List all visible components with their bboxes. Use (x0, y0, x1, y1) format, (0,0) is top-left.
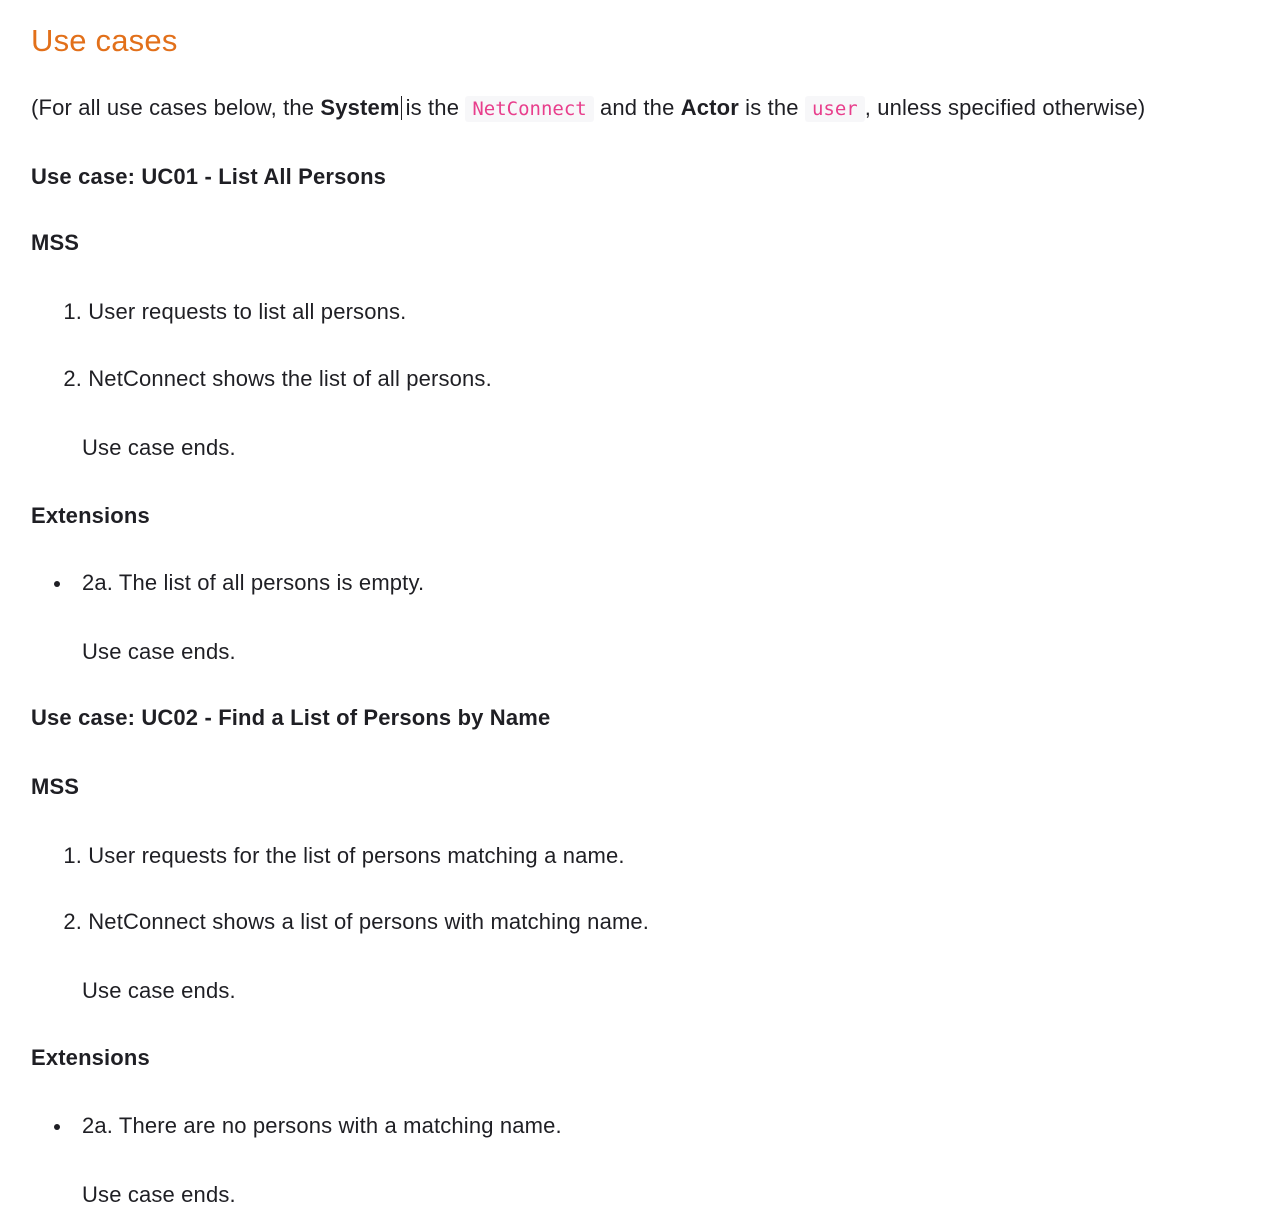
uc01-title: Use case: UC01 - List All Persons (31, 164, 387, 189)
step-text: User requests to list all persons. (88, 299, 407, 324)
uc01-mss-label: MSS (31, 230, 80, 255)
section-heading: Use cases (31, 23, 178, 58)
intro-paragraph (31, 93, 1145, 124)
step-number: 1. (63, 299, 82, 324)
uc02-mss-end: Use case ends. (82, 978, 236, 1003)
intro-prefix: (For all use cases below, the (31, 95, 321, 120)
step-text: User requests for the list of persons matching a name. (88, 843, 625, 868)
bullet-icon (54, 1124, 60, 1130)
uc02-step-2 (63, 907, 650, 937)
step-number: 2. (63, 366, 82, 391)
uc01-extension-1-end: Use case ends. (82, 639, 236, 664)
uc01-step-1 (63, 297, 407, 327)
uc01-step-2 (63, 364, 492, 394)
intro-mid3: is the (738, 95, 805, 120)
text-cursor (401, 96, 402, 120)
uc02-extension-1: 2a. There are no persons with a matching name. (82, 1113, 562, 1138)
uc02-extensions-label: Extensions (31, 1045, 150, 1070)
system-code: NetConnect (465, 96, 593, 122)
step-number: 2. (63, 909, 82, 934)
uc01-extensions-label: Extensions (31, 503, 150, 528)
step-text: NetConnect shows the list of all persons. (88, 366, 492, 391)
step-number: 1. (63, 843, 82, 868)
uc02-title: Use case: UC02 - Find a List of Persons by Name (31, 705, 551, 730)
uc02-mss-label: MSS (31, 774, 80, 799)
uc01-extension-1: 2a. The list of all persons is empty. (82, 570, 425, 595)
intro-suffix: , unless specified otherwise) (864, 95, 1146, 120)
bullet-icon (54, 581, 60, 587)
uc02-extension-1-end: Use case ends. (82, 1182, 236, 1207)
actor-code: user (805, 96, 865, 122)
step-text: NetConnect shows a list of persons with matching name. (88, 909, 650, 934)
intro-mid1: is the (405, 95, 466, 120)
intro-mid2: and the (593, 95, 681, 120)
actor-label: Actor (680, 95, 739, 120)
uc02-step-1 (63, 841, 625, 871)
system-label: System (320, 95, 400, 120)
uc01-mss-end: Use case ends. (82, 435, 236, 460)
